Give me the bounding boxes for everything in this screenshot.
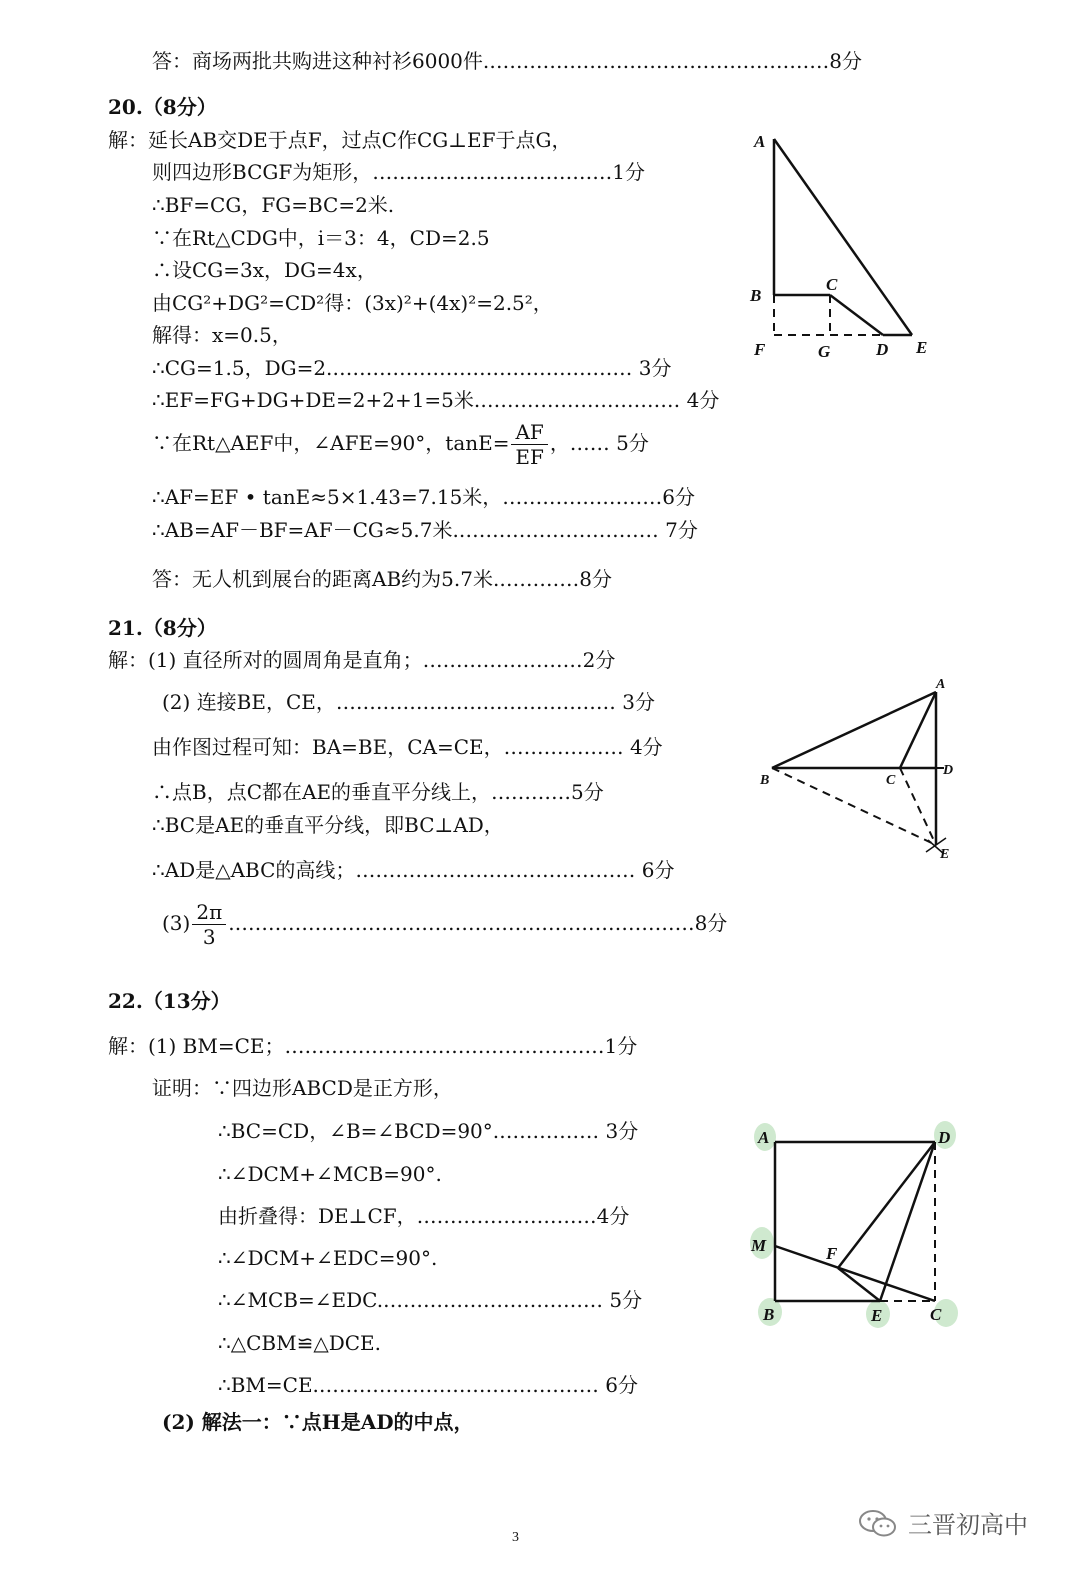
q21-label-c: C [886,773,896,788]
q20-label-f: F [754,340,766,359]
q21-line-1: 解：(1) 直径所对的圆周角是直角；……………………2分 [108,648,616,672]
q22-seg-de [880,1142,935,1301]
q22-figure [740,1115,970,1335]
q21-dash-be [772,768,936,845]
q20-label-c: C [826,275,838,294]
q20-line-8: ∴CG=1.5，DG=2.……………………………………… 3分 [152,356,672,380]
q20-line-9: ∴EF=FG+DG+DE=2+2+1=5米.………………………… 4分 [152,388,720,412]
watermark-text: 三晋初高中 [908,1511,1028,1539]
q22-seg-fe [838,1268,880,1301]
q22-line-1: 解：(1) BM=CE；…………………………………………1分 [108,1034,638,1058]
q20-tan-denominator: EF [515,445,544,469]
q20-figure [740,125,950,365]
q20-label-d: D [876,340,889,359]
q22-seg-mc [775,1246,935,1301]
q20-line-3: ∴BF=CG，FG=BC=2米. [152,193,395,217]
q20-line-11: ∴AB=AF－BF=AF－CG≈5.7米.………………………… 7分 [152,518,698,542]
q22-label-b: B [763,1305,775,1324]
q21-seg-ba [772,692,936,768]
q22-line-7: ∴∠MCB=∠EDC.…………………………… 5分 [218,1288,643,1312]
q22-label-a: A [758,1128,770,1147]
q20-label-g: G [818,342,831,361]
q22-line-6: ∴∠DCM+∠EDC=90°. [218,1246,438,1270]
q21-line-6: ∴AD是△ABC的高线；…………………………………… 6分 [152,858,675,882]
q22-seg-df [838,1142,935,1268]
q21-line-2: (2) 连接BE，CE，…………………………………… 3分 [162,690,655,714]
q22-line-8: ∴△CBM≌△DCE. [218,1331,382,1355]
q21-label-a: A [936,677,946,692]
q21-heading: 21.（8分） [108,616,217,640]
q22-label-f: F [826,1244,838,1263]
q22-line-5: 由折叠得：DE⊥CF，………………………4分 [218,1204,630,1228]
answer-19: 答：商场两批共购进这种衬衫6000件.……………………………………………8分 [152,49,862,73]
q21-figure [750,670,970,870]
q20-seg-cd [830,295,883,335]
q22-line-4: ∴∠DCM+∠MCB=90°. [218,1162,442,1186]
q22-line-2: 证明：∵四边形ABCD是正方形， [152,1076,453,1100]
q20-line-4: ∵在Rt△CDG中，i＝3：4，CD=2.5 [152,226,490,250]
q21-dash-ce [900,768,936,845]
q22-label-m: M [751,1236,767,1255]
q20-heading: 20.（8分） [108,95,217,119]
q22-label-c: C [930,1305,942,1324]
q21-label-d: D [943,763,954,778]
q20-tan-prefix: ∵在Rt△AEF中，∠AFE=90°，tanE= [152,431,510,455]
q20-tan-numerator: AF [511,420,547,445]
page-number: 3 [512,1530,519,1545]
q21-seg-ca [900,692,936,768]
q20-tan-line [152,420,649,469]
q20-line-6: 由CG²+DG²=CD²得：(3x)²+(4x)²=2.5²， [152,291,553,315]
q21-part3-fraction [192,900,226,949]
q22-heading: 22.（13分） [108,989,231,1013]
q20-label-b: B [750,286,762,305]
q21-part3-prefix: (3) [162,911,191,935]
q21-line-3: 由作图过程可知：BA=BE，CA=CE，……………… 4分 [152,735,663,759]
q20-line-10: ∴AF=EF • tanE≈5×1.43=7.15米，……………………6分 [152,485,696,509]
q21-line-4: ∴点B，点C都在AE的垂直平分线上，…………5分 [152,780,604,804]
q20-line-1: 解：延长AB交DE于点F，过点C作CG⊥EF于点G， [108,128,572,152]
q20-line-12: 答：无人机到展台的距离AB约为5.7米.…………8分 [152,567,613,591]
q21-part3-numerator: 2π [192,900,226,925]
q22-label-d: D [938,1128,951,1147]
q20-tan-suffix: ，…… 5分 [549,431,649,455]
q20-tan-fraction [511,420,547,469]
q20-label-e: E [916,338,928,357]
q21-part3-line [162,900,727,949]
q21-label-b: B [760,773,770,788]
q22-label-e: E [871,1306,883,1325]
q21-part3-denominator: 3 [202,925,216,949]
q21-line-5: ∴BC是AE的垂直平分线，即BC⊥AD， [152,813,504,837]
q22-line-9: ∴BM=CE.…………………………………… 6分 [218,1373,638,1397]
q20-label-a: A [754,132,766,151]
q22-line-10: (2) 解法一：∵点H是AD的中点， [162,1410,474,1434]
wechat-icon [858,1508,898,1540]
q20-line-2: 则四边形BCGF为矩形，………………………………1分 [152,160,645,184]
q20-line-7: 解得：x=0.5， [152,323,292,347]
q20-line-5: ∴设CG=3x，DG=4x， [152,258,377,282]
q22-line-3: ∴BC=CD，∠B=∠BCD=90°.…………… 3分 [218,1119,639,1143]
q21-label-e: E [940,847,950,862]
q21-part3-suffix: .……………………………………………………………8分 [228,911,728,935]
